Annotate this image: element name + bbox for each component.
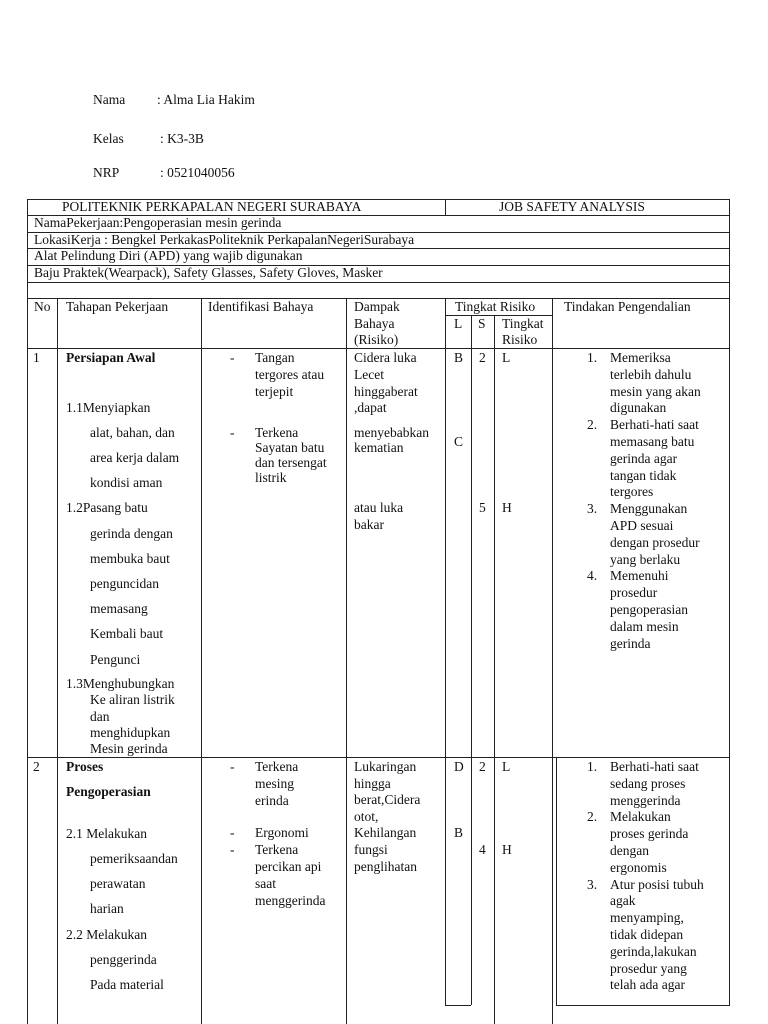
action-text: dengan <box>610 843 649 858</box>
action-text: APD sesuai <box>610 518 674 533</box>
col-dampak-3: (Risiko) <box>354 332 399 347</box>
action-text: terlebih dahulu <box>610 366 692 382</box>
job-name: NamaPekerjaan:Pengoperasian mesin gerinda <box>34 215 282 230</box>
row1-step: Ke aliran listrik <box>90 692 175 707</box>
row1-hazard: Terkena <box>255 425 299 440</box>
row1-impact: ,dapat <box>354 400 387 415</box>
action-number: 2. <box>587 417 598 433</box>
col-l: L <box>454 316 463 331</box>
row1-step: membuka baut <box>90 551 170 566</box>
bullet-dash: - <box>230 350 235 365</box>
row2-impact: penglihatan <box>354 859 417 874</box>
row2-hazard: menggerinda <box>255 893 326 908</box>
row2-hazard: saat <box>255 876 276 891</box>
row2-impact: berat,Cidera <box>354 792 421 807</box>
row1-likelihood: C <box>454 434 464 449</box>
action-text: sedang proses <box>610 775 686 791</box>
action-number: 3. <box>587 876 598 892</box>
row2-likelihood: B <box>454 825 464 840</box>
row1-step: 1.3Menghubungkan <box>66 676 175 691</box>
action-text: menyamping, <box>610 910 684 926</box>
action-text: tidak didepan <box>610 927 684 942</box>
row1-hazard: terjepit <box>255 384 294 399</box>
action-text: memasang batu <box>610 434 695 449</box>
row2-title: Proses <box>66 759 104 774</box>
col-no: No <box>34 299 51 314</box>
kelas-label: Kelas <box>93 131 124 146</box>
row2-impact: fungsi <box>354 842 388 857</box>
row2-hazard: percikan api <box>255 859 322 874</box>
row2-hazard: mesing <box>255 776 294 791</box>
row2-severity: 2 <box>479 759 486 774</box>
col-dampak-1: Dampak <box>354 299 400 314</box>
row2-hazard: Terkena <box>255 842 299 857</box>
row2-step: 2.1 Melakukan <box>66 826 147 841</box>
row1-step: penguncidan <box>90 576 159 591</box>
action-number: 4. <box>587 568 598 584</box>
row1-impact: atau luka <box>354 500 404 515</box>
row1-risk-level: H <box>502 500 512 515</box>
action-text: dengan prosedur <box>610 534 700 550</box>
action-text: Menggunakan <box>610 501 688 517</box>
col-tr-2: Risiko <box>502 332 538 347</box>
document-title: JOB SAFETY ANALYSIS <box>499 199 645 214</box>
row1-impact: menyebabkan <box>354 425 429 440</box>
bullet-dash: - <box>230 759 235 774</box>
row2-hazard: Ergonomi <box>255 825 309 840</box>
row1-impact: Cidera luka <box>354 350 417 365</box>
col-tr-1: Tingkat <box>502 316 544 331</box>
action-text: tangan tidak <box>610 467 677 483</box>
row2-risk-level: L <box>502 759 511 774</box>
row2-impact: Lukaringan <box>354 759 417 774</box>
row1-step: Pengunci <box>90 652 141 667</box>
action-text: prosedur <box>610 585 658 601</box>
row1-no: 1 <box>33 350 40 365</box>
action-number: 2. <box>587 809 598 825</box>
bullet-dash: - <box>230 425 235 440</box>
action-number: 1. <box>587 759 598 774</box>
action-text: ergonomis <box>610 859 667 875</box>
action-number: 1. <box>587 350 598 365</box>
row2-impact: otot, <box>354 809 379 824</box>
row1-hazard: Tangan <box>255 350 295 365</box>
action-text: digunakan <box>610 400 667 416</box>
row1-step: 1.2Pasang batu <box>66 500 148 515</box>
nrp-value: : 0521040056 <box>160 165 235 180</box>
row1-step: Mesin gerinda <box>90 741 168 756</box>
row1-title: Persiapan Awal <box>66 350 156 365</box>
row1-step: alat, bahan, dan <box>90 425 175 440</box>
row2-hazard: Terkena <box>255 759 299 774</box>
action-text: proses gerinda <box>610 826 689 842</box>
apd-list: Baju Praktek(Wearpack), Safety Glasses, Safety Gloves, Masker <box>34 265 383 280</box>
row2-step: perawatan <box>90 876 146 891</box>
row1-step: area kerja dalam <box>90 450 180 465</box>
row1-severity: 5 <box>479 500 486 515</box>
col-tingkat-risiko: Tingkat Risiko <box>455 299 536 314</box>
action-text: tergores <box>610 484 654 500</box>
action-text: menggerinda <box>610 792 681 808</box>
action-text: yang berlaku <box>610 551 681 567</box>
row1-impact: hinggaberat <box>354 384 418 399</box>
row2-no: 2 <box>33 759 40 774</box>
row2-impact: Kehilangan <box>354 825 417 840</box>
nama-value: : Alma Lia Hakim <box>157 92 255 107</box>
action-text: gerinda agar <box>610 450 678 466</box>
action-text: Atur posisi tubuh <box>610 876 704 892</box>
nrp-label: NRP <box>93 165 120 180</box>
row1-impact: kematian <box>354 440 404 455</box>
row1-hazard: listrik <box>255 470 287 485</box>
row1-impact: Lecet <box>354 367 384 382</box>
action-text: Berhati-hati saat <box>610 417 699 433</box>
nama-label: Nama <box>93 92 126 107</box>
action-text: gerinda <box>610 635 651 651</box>
row2-likelihood: D <box>454 759 464 774</box>
row1-likelihood: B <box>454 350 464 365</box>
row2-title: Pengoperasian <box>66 784 151 799</box>
col-identifikasi: Identifikasi Bahaya <box>208 299 314 314</box>
action-text: mesin yang akan <box>610 383 701 399</box>
action-text: prosedur yang <box>610 960 687 976</box>
action-text: Berhati-hati saat <box>610 759 699 774</box>
col-dampak-2: Bahaya <box>354 316 395 331</box>
institution-name: POLITEKNIK PERKAPALAN NEGERI SURABAYA <box>62 199 362 214</box>
row1-hazard: dan tersengat <box>255 455 327 470</box>
row2-hazard: erinda <box>255 793 289 808</box>
col-tindakan: Tindakan Pengendalian <box>564 299 691 314</box>
row1-severity: 2 <box>479 350 486 365</box>
col-s: S <box>478 316 486 331</box>
work-location: LokasiKerja : Bengkel PerkakasPoliteknik PerkapalanNegeriSurabaya <box>34 232 415 247</box>
row1-step: menghidupkan <box>90 725 171 740</box>
action-text: agak <box>610 893 636 909</box>
row2-risk-level: H <box>502 842 512 857</box>
action-text: Memenuhi <box>610 568 669 584</box>
row2-step: harian <box>90 901 124 916</box>
row2-step: 2.2 Melakukan <box>66 927 147 942</box>
row1-hazard: tergores atau <box>255 367 325 382</box>
row1-risk-level: L <box>502 350 511 365</box>
action-text: gerinda,lakukan <box>610 943 697 959</box>
row1-step: memasang <box>90 601 148 616</box>
action-text: telah ada agar <box>610 977 685 993</box>
row1-step: kondisi aman <box>90 475 163 490</box>
apd-label: Alat Pelindung Diri (APD) yang wajib digunakan <box>34 248 303 263</box>
row2-step: pemeriksaandan <box>90 851 178 866</box>
kelas-value: : K3-3B <box>160 131 204 146</box>
action-text: dalam mesin <box>610 618 679 634</box>
action-text: pengoperasian <box>610 602 688 617</box>
bullet-dash: - <box>230 825 235 840</box>
action-number: 3. <box>587 501 598 517</box>
row1-hazard: Sayatan batu <box>255 440 325 455</box>
row2-impact: hingga <box>354 776 391 791</box>
bullet-dash: - <box>230 842 235 857</box>
row1-step: Kembali baut <box>90 626 164 641</box>
row2-step: penggerinda <box>90 952 157 967</box>
row1-step: dan <box>90 709 110 724</box>
action-text: Memeriksa <box>610 350 671 365</box>
row2-severity: 4 <box>479 842 486 857</box>
action-text: Melakukan <box>610 809 671 825</box>
col-tahapan: Tahapan Pekerjaan <box>66 299 169 314</box>
row2-step: Pada material <box>90 977 164 992</box>
row1-step: gerinda dengan <box>90 526 173 541</box>
row1-impact: bakar <box>354 517 384 532</box>
row1-step: 1.1Menyiapkan <box>66 400 151 415</box>
